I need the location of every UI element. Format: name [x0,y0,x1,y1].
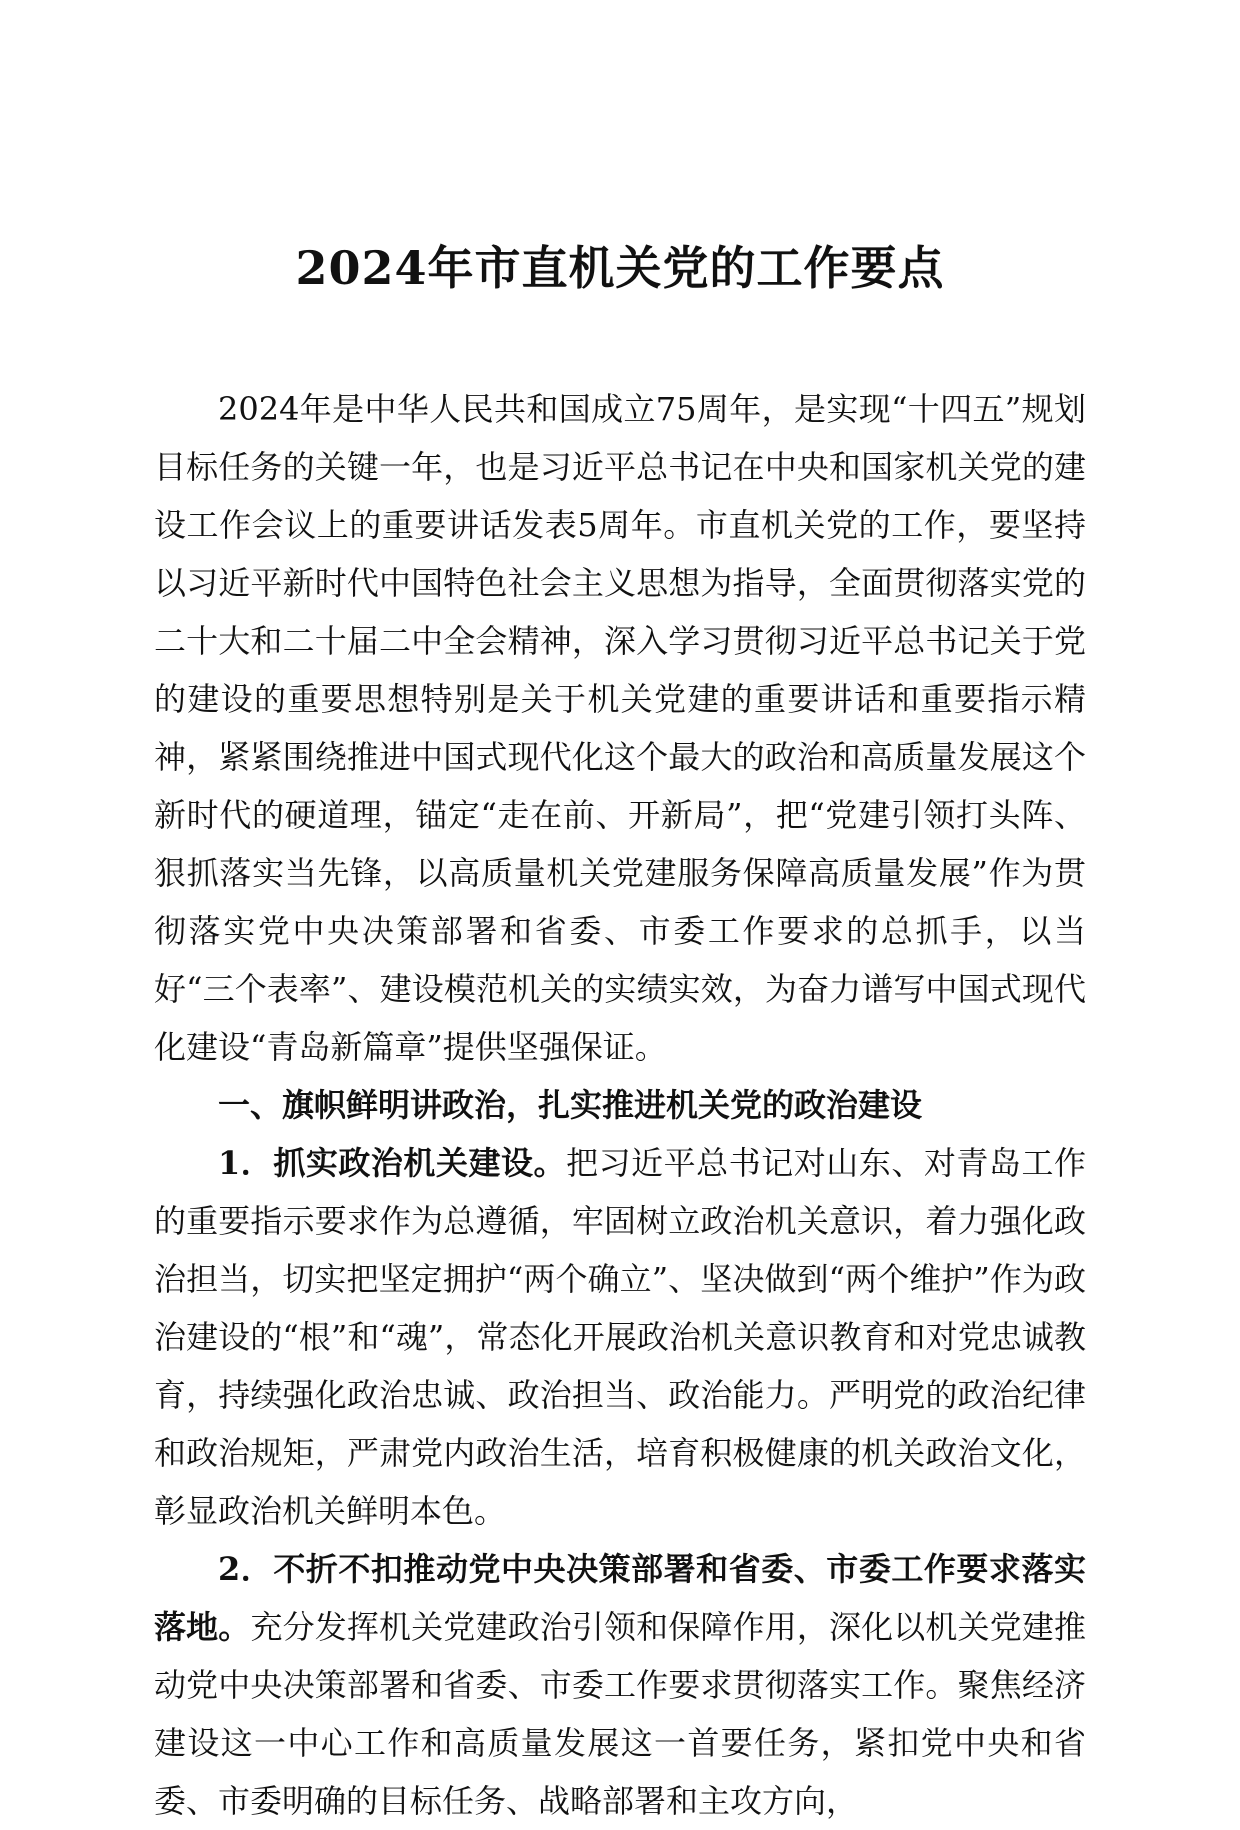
section-heading-1: 一、旗帜鲜明讲政治，扎实推进机关党的政治建设 [218,1086,923,1124]
document-body [154,380,1086,1830]
document-title: 2024年市直机关党的工作要点 [295,241,945,295]
item-paragraph-1 [154,1134,1086,1540]
item-2-body: 充分发挥机关党建政治引领和保障作用，深化以机关党建推动党中央决策部署和省委、市委工作要求贯彻落实工作。聚焦经济建设这一中心工作和高质量发展这一首要任务，紧扣党中央和省委、市委明确的目标任务、战略部署和主攻方向， [154,1608,1086,1820]
item-1-body: 把习近平总书记对山东、对青岛工作的重要指示要求作为总遵循，牢固树立政治机关意识，着力强化政治担当，切实把坚定拥护“两个确立”、坚决做到“两个维护”作为政治建设的“根”和“魂”，常态化开展政治机关意识教育和对党忠诚教育，持续强化政治忠诚、政治担当、政治能力。严明党的政治纪律和政治规矩，严肃党内政治生活，培育积极健康的机关政治文化，彰显政治机关鲜明本色。 [154,1144,1086,1530]
item-paragraph-2 [154,1540,1086,1830]
item-1-lead: 1．抓实政治机关建设。 [218,1144,567,1182]
item-2-lead: 2．不折不扣推动党中央决策部署和省委、市委工作要求落实落地。 [154,1550,1086,1646]
intro-paragraph: 2024年是中华人民共和国成立75周年，是实现“十四五”规划目标任务的关键一年，也是习近平总书记在中央和国家机关党的建设工作会议上的重要讲话发表5周年。市直机关党的工作，要坚持以习近平新时代中国特色社会主义思想为指导，全面贯彻落实党的二十大和二十届二中全会精神，深入学习贯彻习近平总书记关于党的建设的重要思想特别是关于机关党建的重要讲话和重要指示精神，紧紧围绕推进中国式现代化这个最大的政治和高质量发展这个新时代的硬道理，锚定“走在前、开新局”，把“党建引领打头阵、狠抓落实当先锋，以高质量机关党建服务保障高质量发展”作为贯彻落实党中央决策部署和省委、市委工作要求的总抓手，以当好“三个表率”、建设模范机关的实绩实效，为奋力谱写中国式现代化建设“青岛新篇章”提供坚强保证。 [154,390,1086,1066]
